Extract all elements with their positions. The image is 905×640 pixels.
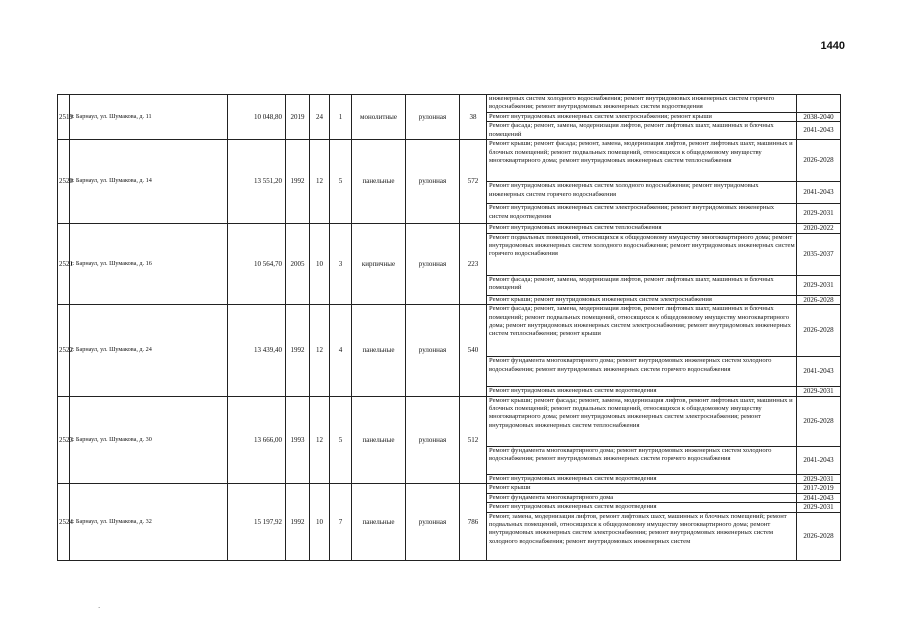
work-description: Ремонт фасада; ремонт, замена, модернизация лифтов, ремонт лифтовых шахт, машинных и блочных помещений; ремонт подвальных помещений, относящихся к общедомовому имуществу многоквартирного дома; ремонт внутридомовых инженерных систем электроснабжения; ремонт внутридомовых инженерных систем теплоснабжения; ремонт крыши [487,305,797,357]
flats-count-cell: 38 [460,95,487,140]
work-period: 2041-2043 [797,182,841,204]
work-period: 2041-2043 [797,122,841,140]
year-cell: 2005 [286,224,310,305]
table-row [58,95,841,113]
address-cell: г. Барнаул, ул. Шумакова, д. 30 [70,396,228,484]
work-period: 2026-2028 [797,305,841,357]
work-description: Ремонт внутридомовых инженерных систем холодного водоснабжения; ремонт внутридомовых инженерных систем горячего водоснабжения [487,182,797,204]
work-period: 2041-2043 [797,446,841,474]
area-cell: 10 564,70 [228,224,286,305]
flats-count-cell: 786 [460,484,487,561]
floors-cell: 24 [310,95,330,140]
work-description: Ремонт фасада; ремонт, замена, модернизация лифтов, ремонт лифтовых шахт, машинных и блочных помещений [487,275,797,295]
year-cell: 1993 [286,396,310,484]
table-row [58,224,841,234]
wall-material-cell: монолитные [352,95,406,140]
year-cell: 2019 [286,95,310,140]
address-cell: г. Барнаул, ул. Шумакова, д. 16 [70,224,228,305]
work-description: Ремонт крыши; ремонт внутридомовых инженерных систем электроснабжения [487,295,797,305]
work-description: Ремонт внутридомовых инженерных систем водоотведения [487,503,797,513]
floors-cell: 12 [310,396,330,484]
work-period: 2041-2043 [797,357,841,387]
table-row [58,396,841,446]
work-description: Ремонт фундамента многоквартирного дома [487,493,797,503]
floors-cell: 10 [310,484,330,561]
work-description: Ремонт подвальных помещений, относящихся к общедомовому имуществу многоквартирного дома; ремонт внутридомовых инженерных систем холодного водоснабжения; ремонт внутридомовых инженерных систем горячего водоснабжения [487,233,797,275]
work-description: Ремонт внутридомовых инженерных систем водоотведения [487,387,797,397]
row-number: 2524 [58,484,70,561]
roof-type-cell: рулонная [406,224,460,305]
work-period: 2026-2028 [797,140,841,182]
entrances-cell: 5 [330,396,352,484]
entrances-cell: 7 [330,484,352,561]
scan-mark: ˋ [98,606,101,614]
table-row [58,484,841,494]
roof-type-cell: рулонная [406,396,460,484]
row-number: 2519 [58,95,70,140]
entrances-cell: 4 [330,305,352,397]
address-cell: г. Барнаул, ул. Шумакова, д. 32 [70,484,228,561]
work-period: 2029-2031 [797,275,841,295]
work-description: Ремонт, замена, модернизация лифтов, ремонт лифтовых шахт, машинных и блочных помещений; ремонт подвальных помещений, относящихся к общедомовому имуществу многоквартирного дома; ремонт внутридомовых инженерных систем электроснабжения; ремонт внутридомовых инженерных систем холодного водоснабжения; ремонт внутридомовых инженерных систем [487,512,797,560]
floors-cell: 12 [310,305,330,397]
work-description: Ремонт крыши [487,484,797,494]
area-cell: 13 439,40 [228,305,286,397]
wall-material-cell: панельные [352,396,406,484]
roof-type-cell: рулонная [406,95,460,140]
address-cell: г. Барнаул, ул. Шумакова, д. 24 [70,305,228,397]
row-number: 2521 [58,224,70,305]
roof-type-cell: рулонная [406,484,460,561]
work-description: Ремонт фундамента многоквартирного дома; ремонт внутридомовых инженерных систем холодного водоснабжения; ремонт внутридомовых инженерных систем горячего водоснабжения [487,446,797,474]
flats-count-cell: 512 [460,396,487,484]
work-period: 2029-2031 [797,387,841,397]
row-number: 2520 [58,140,70,224]
work-period: 2029-2031 [797,474,841,484]
work-period [797,95,841,113]
roof-type-cell: рулонная [406,305,460,397]
work-period: 2026-2028 [797,512,841,560]
year-cell: 1992 [286,140,310,224]
work-period: 2029-2031 [797,503,841,513]
work-period: 2041-2043 [797,493,841,503]
roof-type-cell: рулонная [406,140,460,224]
work-period: 2035-2037 [797,233,841,275]
row-number: 2522 [58,305,70,397]
entrances-cell: 3 [330,224,352,305]
entrances-cell: 5 [330,140,352,224]
wall-material-cell: панельные [352,140,406,224]
entrances-cell: 1 [330,95,352,140]
row-number: 2523 [58,396,70,484]
work-description: Ремонт внутридомовых инженерных систем водоотведения [487,474,797,484]
year-cell: 1992 [286,305,310,397]
work-period: 2017-2019 [797,484,841,494]
work-period: 2020-2022 [797,224,841,234]
work-period: 2026-2028 [797,396,841,446]
work-description: Ремонт фасада; ремонт, замена, модернизация лифтов, ремонт лифтовых шахт, машинных и блочных помещений [487,122,797,140]
page-number: 1440 [820,40,845,52]
table-row [58,305,841,357]
work-description: Ремонт крыши; ремонт фасада; ремонт, замена, модернизация лифтов, ремонт лифтовых шахт, машинных и блочных помещений; ремонт подвальных помещений, относящихся к общедомовому имуществу многоквартирного дома; ремонт внутридомовых инженерных систем теплоснабжения [487,140,797,182]
area-cell: 13 666,00 [228,396,286,484]
capital-repair-table [57,94,841,561]
work-description: Ремонт внутридомовых инженерных систем электроснабжения; ремонт крыши [487,112,797,122]
area-cell: 10 048,80 [228,95,286,140]
floors-cell: 10 [310,224,330,305]
address-cell: г. Барнаул, ул. Шумакова, д. 14 [70,140,228,224]
work-description: Ремонт фундамента многоквартирного дома; ремонт внутридомовых инженерных систем холодного водоснабжения; ремонт внутридомовых инженерных систем горячего водоснабжения [487,357,797,387]
work-description: Ремонт внутридомовых инженерных систем теплоснабжения [487,224,797,234]
work-period: 2029-2031 [797,204,841,224]
flats-count-cell: 540 [460,305,487,397]
work-description: Ремонт крыши; ремонт фасада; ремонт, замена, модернизация лифтов, ремонт лифтовых шахт, машинных и блочных помещений; ремонт подвальных помещений, относящихся к общедомовому имуществу многоквартирного дома; ремонт внутридомовых инженерных систем электроснабжения; ремонт внутридомовых инженерных систем теплоснабжения [487,396,797,446]
flats-count-cell: 223 [460,224,487,305]
work-description: инженерных систем холодного водоснабжения; ремонт внутридомовых инженерных систем горячего водоснабжения; ремонт внутридомовых инженерных систем водоотведения [487,95,797,113]
work-description: Ремонт внутридомовых инженерных систем электроснабжения; ремонт внутридомовых инженерных систем водоотведения [487,204,797,224]
table-body [58,95,841,561]
year-cell: 1992 [286,484,310,561]
address-cell: г. Барнаул, ул. Шумакова, д. 11 [70,95,228,140]
wall-material-cell: кирпичные [352,224,406,305]
area-cell: 13 551,20 [228,140,286,224]
table-row [58,140,841,182]
work-period: 2026-2028 [797,295,841,305]
floors-cell: 12 [310,140,330,224]
flats-count-cell: 572 [460,140,487,224]
wall-material-cell: панельные [352,484,406,561]
wall-material-cell: панельные [352,305,406,397]
work-period: 2038-2040 [797,112,841,122]
area-cell: 15 197,92 [228,484,286,561]
